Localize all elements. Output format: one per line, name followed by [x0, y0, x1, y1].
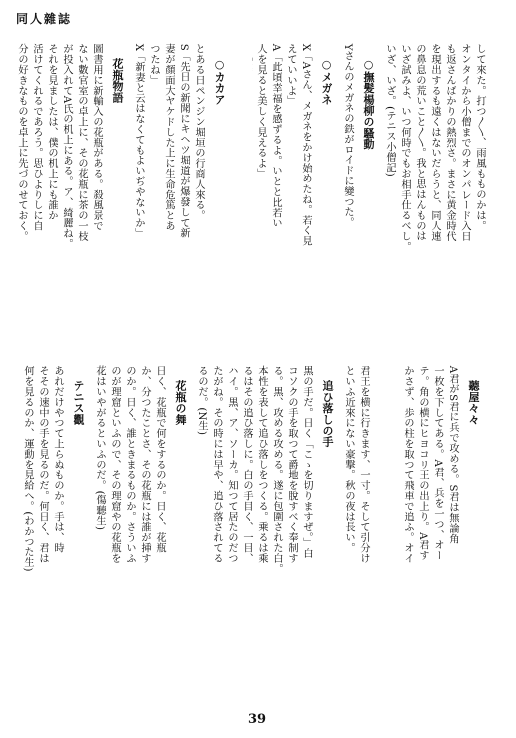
body-line: つたね」: [148, 43, 159, 86]
body-line: 圖書用に新輸入の花瓶がある。殺風景で: [91, 43, 102, 231]
bottom-right-column: [392, 352, 502, 702]
body-line: るのだ。(N生): [196, 365, 207, 436]
body-line: 本性を表して追ひ落しをつくる。乘るは乘: [256, 365, 267, 564]
section-heading-listen: 聽屋々々: [467, 379, 480, 425]
body-line: 日く、花瓶で何をするのか。日く、花瓶: [154, 365, 165, 553]
body-line: 何を見るのか、運動を見給へ。(わかつた生): [22, 365, 33, 572]
section-heading-vase-dance: 花瓶の舞: [174, 379, 187, 425]
body-line: 黒の手だ。日く「こゝを切りますぜ。」白: [301, 365, 312, 559]
body-line: コソクの手を取つて爵地を脫すべく奉制す: [286, 365, 297, 564]
top-right-line: の鼻息の荒いこと〳〵。我と思はんものは: [414, 43, 425, 242]
body-line: 人を見ると美しく見えるよ」: [255, 43, 266, 179]
section-heading-vase-story: 花瓶物語: [111, 57, 124, 103]
body-line: のか。日く、誰ときまるものか。さういふ: [124, 365, 135, 564]
body-line: S「先日の新聞にキヘツ堀道が爆發して新: [178, 43, 189, 239]
body-line: のが理窟といふので、その理窟やの花瓶を: [109, 365, 120, 564]
top-right-line: いざ試みよ、いつ何時でもお相手仕るべし。: [399, 43, 410, 252]
body-line: かさず、歩の柱を取つて飛車で追ふ。オイ: [402, 365, 413, 564]
body-line: A君がS君に兵で攻める。S君は無論角: [447, 365, 458, 544]
top-right-line: を現出するも遠くはないだらうと、同人連: [429, 43, 440, 242]
top-right-line: オンタイから小僧までのオンパレード入日: [459, 43, 470, 242]
page-number: 39: [248, 712, 267, 727]
body-line: それを見ましたは、僕の机上にも誰か: [46, 43, 57, 221]
body-line: X「新妻と云はなくてもよいぢやないか」: [133, 43, 144, 239]
top-right-line: して來た。打つ〳〵、雨風もものかは。: [474, 43, 485, 231]
top-right-line: いざ、いざ。(テニス小僧記): [384, 43, 395, 177]
body-line: たがね。その時には早や、追ひ落されてる: [211, 365, 222, 564]
body-line: とある日ペンジン堀垣の行商人來る。: [193, 43, 204, 221]
section-heading-tennis: テニス觀: [72, 379, 85, 425]
body-line: ない數官室の卓上に、その花瓶に茶の一枝: [76, 43, 87, 242]
body-line: Yさんのメガネの鉄がロイドに變つた。: [342, 43, 353, 228]
body-line: 君王を横に行きます、一寸。そして引分け: [358, 365, 369, 564]
body-line: X「Aさん、メガネをかけ始めたね。若く見: [300, 43, 311, 246]
body-line: 分の好きなものを卓上に先づのせておく。: [16, 43, 27, 242]
body-line: あれだけやつて上らぬものか。手は、時: [52, 365, 63, 553]
page-header: 同人雜誌: [16, 12, 73, 26]
top-left-column: [14, 30, 248, 338]
body-line: 花はいやがるといふのだ。(傷聽生): [94, 365, 105, 531]
body-line: か、分つたことさ、その花瓶には誰が挿す: [139, 365, 150, 564]
bottom-left-column: [14, 352, 386, 702]
body-line: 活けてくれるであろう。思ひよりしに自: [31, 43, 42, 231]
body-line: テ。角の横にヒヨコリ王の出上り。A君す: [417, 365, 428, 561]
section-heading-kakaa: ○カカア: [213, 57, 226, 105]
body-line: えていいよ」: [285, 43, 296, 107]
body-line: る。黒、攻める攻める。遂に包圍された白。: [271, 365, 282, 574]
section-heading-hair: ○撫髪楊柳の騷動: [362, 57, 375, 150]
body-line: 妻が顏面大ヤケドした上に生命危篤とあ: [163, 43, 174, 231]
body-line: るはその追ひ落しに。白の手目く、一目、: [241, 365, 252, 564]
body-line: ハイ。黒、ア、ソーカ。知つて居たのだつ: [226, 365, 237, 564]
body-line: そその速中の手を見るのだ。何日く、君は: [37, 365, 48, 564]
body-line: が投入れてA氏の机上にある。ア、綺麗ね。: [61, 43, 72, 249]
body-line: 一枚を下してある。A君、兵を一つ、オー: [432, 365, 443, 561]
body-line: A「此頃幸福を感ずるよ。いとと比若い: [270, 43, 281, 229]
section-heading-oiotoshi: 追ひ落しの手: [321, 379, 334, 447]
top-right-line: も返さんばかりの熱烈さ。まさに黄金時代: [444, 43, 455, 242]
section-heading-glasses: ○メガネ: [320, 57, 333, 105]
body-line: といふ近來にない豪撃。秋の夜は長い。: [343, 365, 354, 553]
top-right-column: [252, 30, 502, 338]
